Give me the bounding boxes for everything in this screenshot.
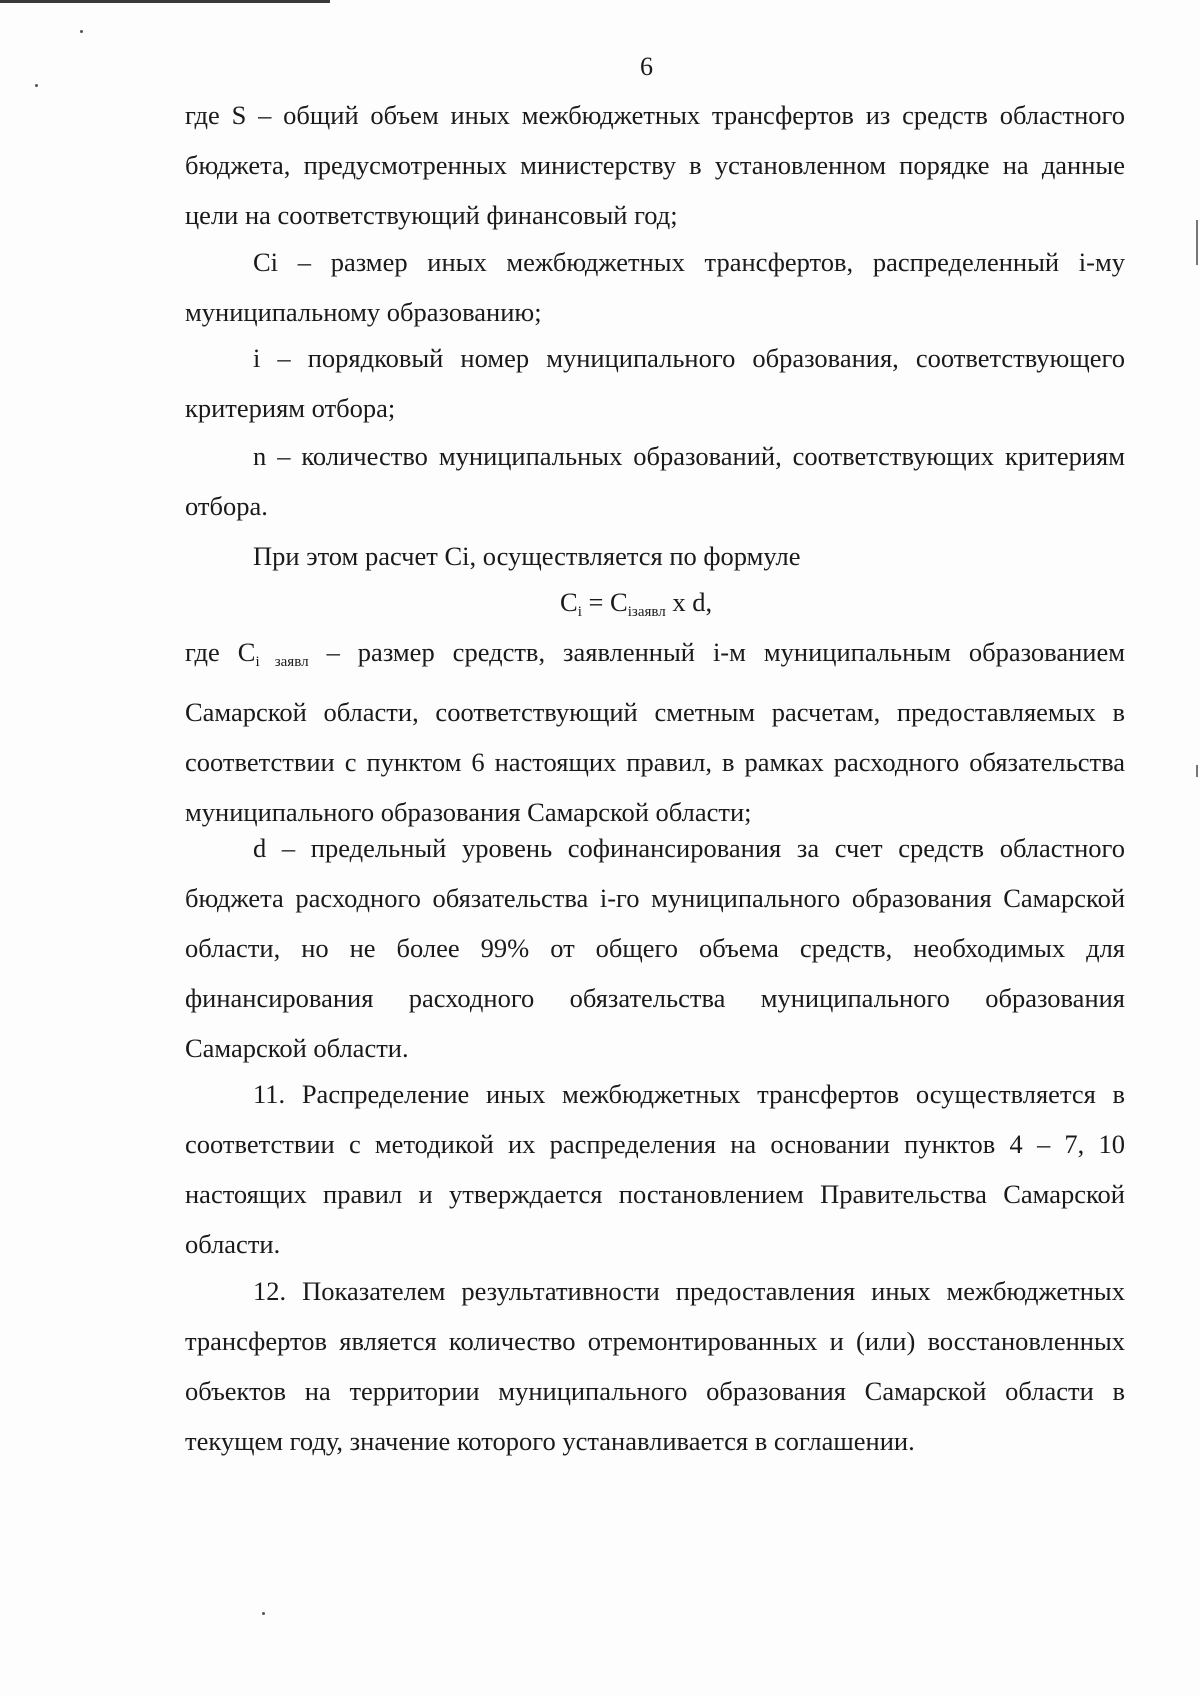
paragraph-formula-intro: При этом расчет Ci, осуществляется по формуле (253, 541, 801, 571)
paragraph-d-definition: d – предельный уровень софинансирования за счет средств областного бюджета расходного обязательства i-го муниципального образования Самарской области, но не более 99% от общего объема средств, необходимых для финансирования расходного обязательства муниципального образования Самарской области. (185, 833, 1125, 1063)
scan-speck (80, 30, 83, 33)
paragraph-ci-zayavl-definition (185, 627, 1125, 837)
paragraph-n-definition: n – количество муниципальных образований, соответствующих критериям отбора. (185, 441, 1125, 521)
formula-rest: x d, (665, 587, 713, 617)
ci-zayavl-subscript: i заявл (255, 654, 309, 670)
ci-zayavl-lead: где C (185, 637, 256, 667)
paragraph-11: 11. Распределение иных межбюджетных трансфертов осуществляется в соответствии с методикой их распределения на основании пунктов 4 – 7, 10 настоящих правил и утверждается постановлением Правительства Самарской области. (185, 1079, 1125, 1259)
paragraph-ci-definition: Ci – размер иных межбюджетных трансфертов, распределенный i-му муниципальному образованию; (185, 247, 1125, 327)
formula-rhs-subscript: iзаявл (627, 604, 666, 620)
formula-lhs: C (560, 587, 578, 617)
page-number: 6 (640, 52, 653, 81)
ci-zayavl-rest: – размер средств, заявленный i-м муниципальным образованием Самарской области, соответствующий сметным расчетам, предоставляемых в соответствии с пунктом 6 настоящих правил, в рамках расходного обязательства муниципального образования Самарской области; (185, 637, 1125, 827)
paragraph-s-definition: где S – общий объем иных межбюджетных трансфертов из средств областного бюджета, предусмотренных министерству в установленном порядке на данные цели на соответствующий финансовый год; (185, 100, 1125, 230)
formula-equals: = C (581, 587, 628, 617)
paragraph-i-definition: i – порядковый номер муниципального образования, соответствующего критериям отбора; (185, 343, 1125, 423)
scan-edge-mark (1196, 220, 1198, 265)
scan-edge-mark (1196, 765, 1198, 777)
formula-lhs-subscript: i (577, 604, 582, 620)
header-rule (0, 0, 330, 3)
paragraph-12: 12. Показателем результативности предоставления иных межбюджетных трансфертов является количество отремонтированных и (или) восстановленных объектов на территории муниципального образования Самарской области в текущем году, значение которого устанавливается в соглашении. (185, 1276, 1125, 1456)
scan-speck (262, 1612, 265, 1615)
scan-speck (35, 84, 38, 87)
formula (560, 582, 712, 632)
